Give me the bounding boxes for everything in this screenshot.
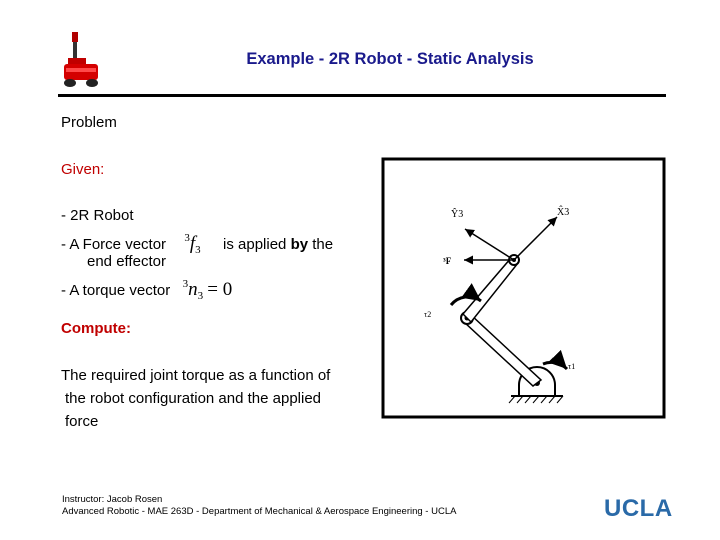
torque-equals-zero: = 0 [207,279,233,300]
torque-frame-sup: 3 [182,278,189,290]
force-symbol: f [189,233,196,254]
footer-course: Advanced Robotic - MAE 263D - Department of Mechanical & Aerospace Engineering - UCLA [62,506,457,517]
force-suffix-by: by [290,236,309,253]
force-sub: 3 [195,244,201,256]
force-continuation: end effector [87,253,166,270]
footer [62,494,456,518]
label-x3: X̂3 [557,207,570,218]
label-force: ³F [443,256,452,266]
description-line-2: the robot configuration and the applied [65,390,322,407]
page-title: Example - 2R Robot - Static Analysis [246,50,534,68]
title-divider [58,94,666,97]
force-suffix-the: the [312,236,334,253]
problem-heading: Problem [61,114,117,131]
footer-instructor: Instructor: Jacob Rosen [62,494,163,505]
given-heading: Given: [61,161,105,178]
force-suffix-a: is applied [223,236,287,253]
torque-sub: 3 [197,290,204,302]
given-item-force [61,227,334,256]
given-item-torque [61,273,333,302]
torque-prefix: - A torque vector [61,282,171,299]
ucla-logo: UCLA [604,495,673,522]
given-list [61,204,334,302]
torque-symbol: n [188,279,198,300]
description-line-1: The required joint torque as a function of [61,367,331,384]
description-line-3: force [65,413,99,430]
compute-description [61,364,361,433]
label-y3: Ŷ3 [451,209,464,220]
force-frame-sup: 3 [184,232,190,244]
robot-diagram [381,157,666,419]
compute-heading: Compute: [61,320,131,337]
label-tau1: τ1 [568,362,576,371]
robot-logo-icon [58,28,108,94]
label-tau2: τ2 [424,310,432,319]
force-prefix: - A Force vector [61,236,167,253]
given-item-robot: - 2R Robot [61,207,134,224]
